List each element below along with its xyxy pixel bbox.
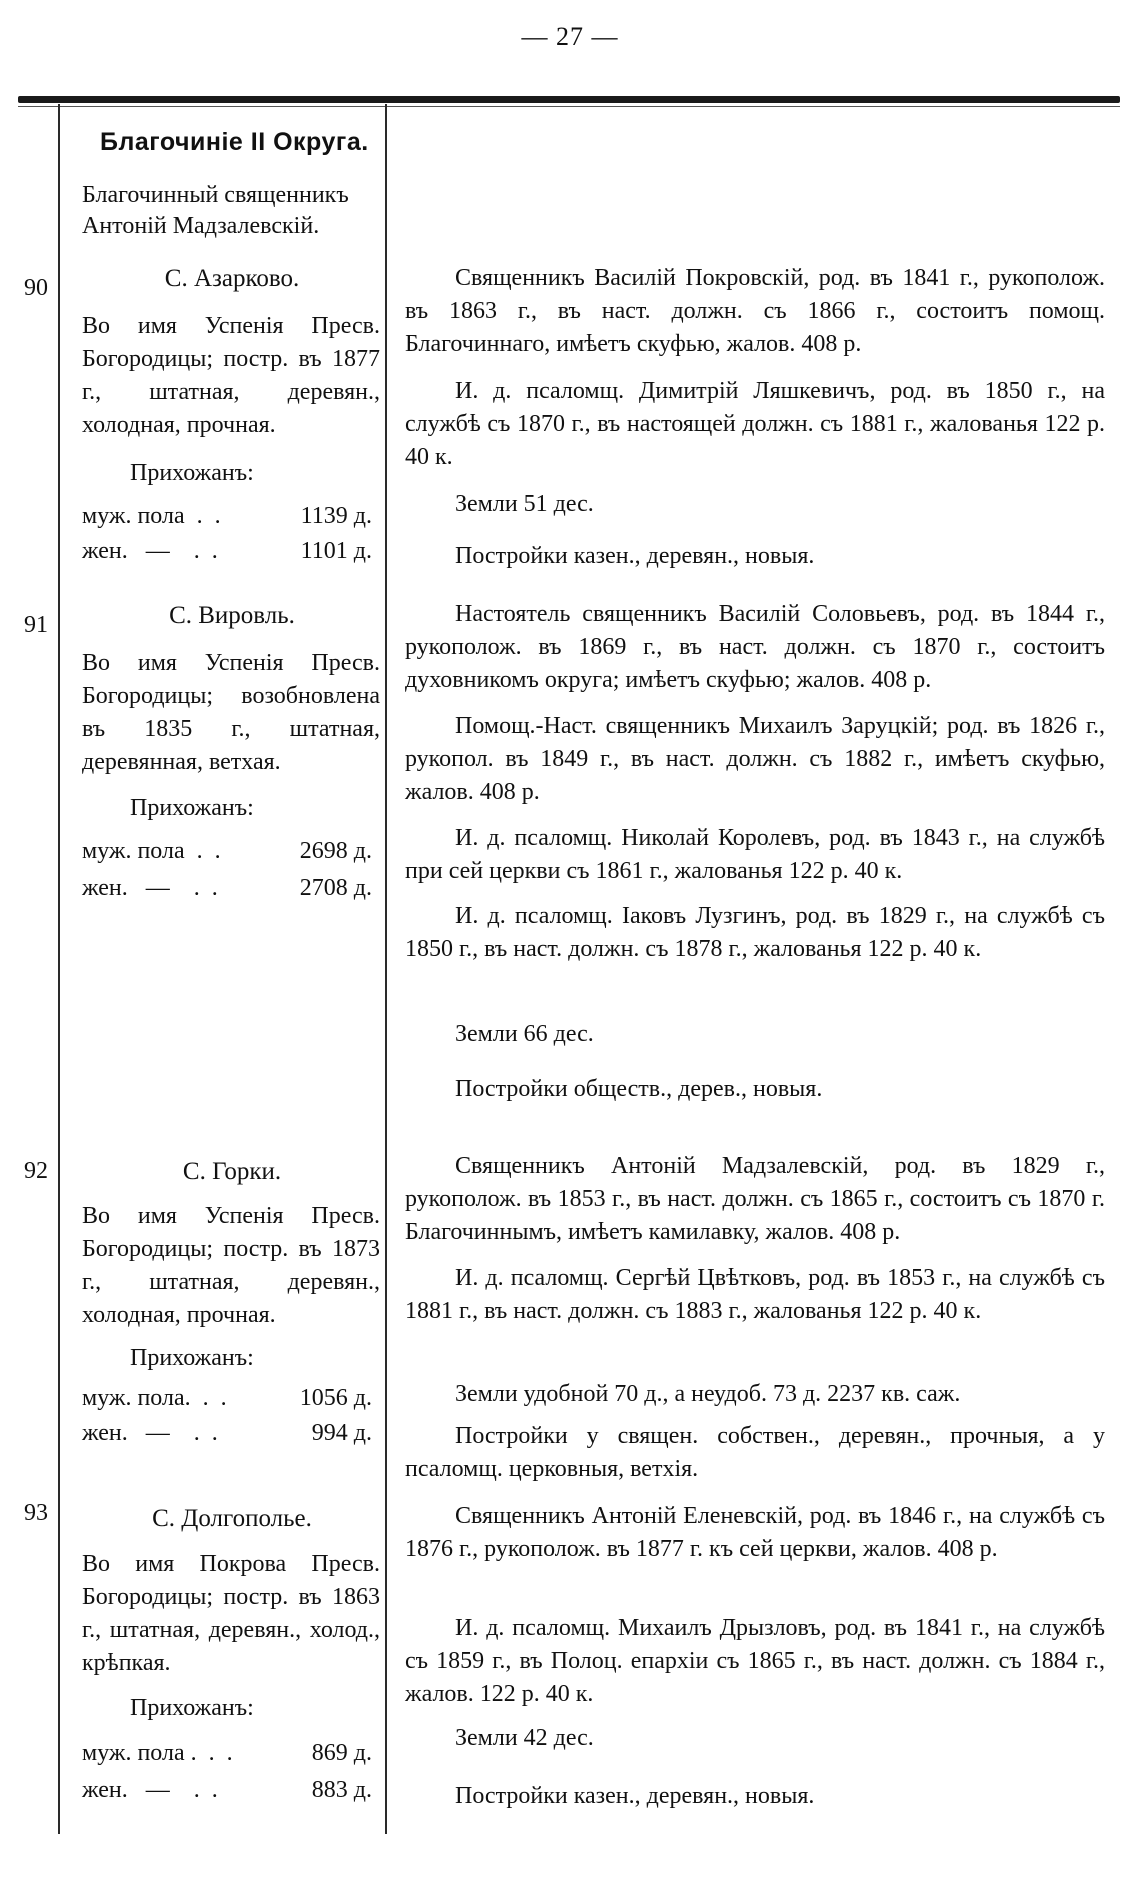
female-label: жен. — . . — [82, 875, 218, 901]
district-title: Благочиніе II Округа. — [100, 128, 369, 156]
female-label: жен. — . . — [82, 1777, 218, 1803]
buildings-record: Постройки казен., деревян., новыя. — [455, 543, 815, 569]
male-label: муж. пола . . . — [82, 1740, 233, 1766]
entry-number: 91 — [24, 612, 48, 638]
page-number: — 27 — — [521, 22, 619, 51]
clergy-record: Помощ.-Наст. священникъ Михаилъ Заруцкій; род. въ 1826 г., рукопол. въ 1849 г., въ наст. должн. съ 1882 г., имѣетъ скуфью, жалов. 408 р. — [405, 713, 1105, 805]
female-label: жен. — . . — [82, 538, 218, 564]
female-label: жен. — . . — [82, 1420, 218, 1446]
clergy-record: Священникъ Антоній Еленевскій, род. въ 1846 г., на службѣ съ 1876 г., рукополож. въ 1877 г. къ сей церкви, жалов. 408 р. — [405, 1503, 1105, 1562]
village-name: С. Вировль. — [169, 602, 295, 629]
parishioners-male — [82, 838, 372, 865]
parishioners-female — [82, 1777, 372, 1804]
clergy-record: И. д. псаломщ. Іаковъ Лузгинъ, род. въ 1829 г., на службѣ съ 1850 г., въ наст. должн. съ 1878 г., жалованья 122 р. 40 к. — [405, 903, 1105, 962]
land-record: Земли 66 дес. — [455, 1021, 594, 1047]
parishioners-female — [82, 538, 372, 565]
parishioners-title: Прихожанъ: — [130, 1345, 254, 1371]
parishioners-title: Прихожанъ: — [130, 1695, 254, 1721]
male-count: 2698 д. — [299, 838, 372, 864]
church-description: Во имя Успенія Пресв. Богородицы; возобновлена въ 1835 г., штатная, деревянная, ветхая. — [82, 650, 380, 775]
entry-number: 92 — [24, 1158, 48, 1184]
male-label: муж. пола. . . — [82, 1385, 227, 1411]
land-record: Земли 51 дес. — [455, 491, 594, 517]
female-count: 994 д. — [311, 1420, 372, 1446]
left-column-rule — [58, 104, 60, 1834]
church-description: Во имя Покрова Пресв. Богородицы; постр. въ 1863 г., штатная, деревян., холод., крѣпкая. — [82, 1551, 380, 1676]
clergy-record: Настоятель священникъ Василій Соловьевъ, род. въ 1844 г., рукополож. въ 1869 г., въ наст. должн. съ 1870 г., состоитъ духовникомъ округа; имѣетъ скуфью; жалов. 408 р. — [405, 601, 1105, 693]
female-count: 883 д. — [311, 1777, 372, 1803]
male-label: муж. пола . . — [82, 838, 221, 864]
district-dean: Благочинный священникъ Антоній Мадзалевскій. — [82, 182, 349, 239]
clergy-record: И. д. псаломщ. Михаилъ Дрызловъ, род. въ 1841 г., на службѣ съ 1859 г., въ Полоц. епархіи съ 1865 г., въ наст. должн. съ 1884 г., жалов. 122 р. 40 к. — [405, 1615, 1105, 1707]
village-name: С. Долгополье. — [152, 1505, 312, 1532]
clergy-record: Священникъ Антоній Мадзалевскій, род. въ 1829 г., рукополож. въ 1853 г., въ наст. должн. съ 1865 г., состоитъ съ 1870 г. Благочиннымъ, имѣетъ камилавку, жалов. 408 р. — [405, 1153, 1105, 1245]
male-count: 1056 д. — [299, 1385, 372, 1411]
clergy-record: И. д. псаломщ. Димитрій Ляшкевичъ, род. въ 1850 г., на службѣ съ 1870 г., въ настоящей должн. съ 1881 г., жалованья 122 р. 40 к. — [405, 378, 1105, 470]
buildings-record: Постройки казен., деревян., новыя. — [455, 1783, 815, 1809]
header-rule — [18, 96, 1120, 103]
male-count: 1139 д. — [300, 503, 372, 529]
clergy-record: И. д. псаломщ. Николай Королевъ, род. въ 1843 г., на службѣ при сей церкви съ 1861 г., жалованья 122 р. 40 к. — [405, 825, 1105, 884]
buildings-record: Постройки у священ. собствен., деревян., прочныя, а у псаломщ. церковныя, ветхія. — [405, 1423, 1105, 1482]
land-record: Земли 42 дес. — [455, 1725, 594, 1751]
church-description: Во имя Успенія Пресв. Богородицы; постр. въ 1873 г., штатная, деревян., холодная, прочная. — [82, 1203, 380, 1328]
parishioners-title: Прихожанъ: — [130, 795, 254, 821]
church-description: Во имя Успенія Пресв. Богородицы; постр. въ 1877 г., штатная, деревян., холодная, прочная. — [82, 313, 380, 438]
village-name: С. Горки. — [182, 1158, 282, 1185]
village-name: С. Азарково. — [164, 265, 300, 292]
male-count: 869 д. — [311, 1740, 372, 1766]
clergy-record: Священникъ Василій Покровскій, род. въ 1841 г., рукополож. въ 1863 г., въ наст. должн. съ 1866 г., состоитъ помощ. Благочиннаго, имѣетъ скуфью, жалов. 408 р. — [405, 265, 1105, 357]
female-count: 2708 д. — [299, 875, 372, 901]
parishioners-title: Прихожанъ: — [130, 460, 254, 486]
header-rule-thin — [18, 106, 1120, 107]
parishioners-male — [82, 503, 372, 530]
buildings-record: Постройки обществ., дерев., новыя. — [455, 1076, 823, 1102]
female-count: 1101 д. — [300, 538, 372, 564]
middle-column-rule — [385, 104, 387, 1834]
male-label: муж. пола . . — [82, 503, 221, 529]
entry-number: 90 — [24, 275, 48, 301]
parishioners-male — [82, 1740, 372, 1767]
clergy-record: И. д. псаломщ. Сергѣй Цвѣтковъ, род. въ 1853 г., на службѣ съ 1881 г., въ наст. должн. съ 1883 г., жалованья 122 р. 40 к. — [405, 1265, 1105, 1324]
parishioners-female — [82, 875, 372, 902]
parishioners-male — [82, 1385, 372, 1412]
parishioners-female — [82, 1420, 372, 1447]
land-record: Земли удобной 70 д., а неудоб. 73 д. 2237 кв. саж. — [455, 1381, 961, 1407]
entry-number: 93 — [24, 1500, 48, 1526]
